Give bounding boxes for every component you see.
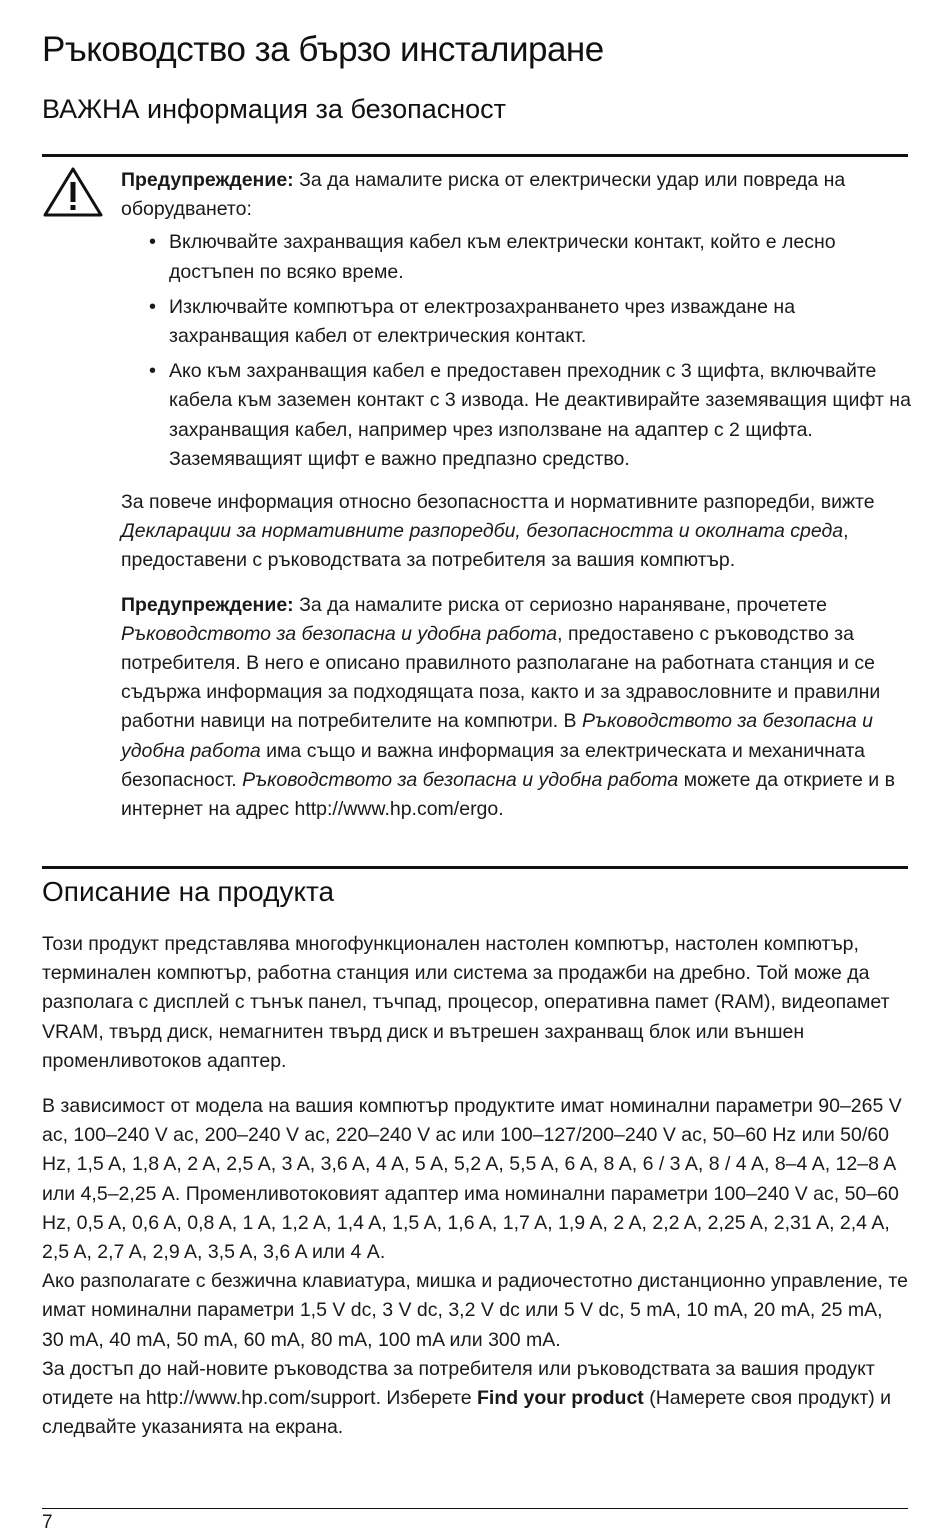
warning-2 bbox=[121, 591, 911, 825]
warning-2-text-1: За да намалите риска от сериозно нараняване, прочетете bbox=[293, 593, 827, 616]
support-paragraph bbox=[42, 1355, 908, 1443]
warning-2-doc-title-3: Ръководството за безопасна и удобна работа bbox=[242, 768, 679, 791]
info-doc-title: Декларации за нормативните разпоредби, безопасността и околната среда bbox=[121, 520, 844, 543]
list-item: • Включвайте захранващия кабел към електрически контакт, който е лесно достъпен по всяко време. bbox=[121, 228, 911, 286]
warning-block bbox=[121, 166, 911, 824]
warning-1-list bbox=[121, 228, 911, 474]
ratings-paragraph: В зависимост от модела на вашия компютър продуктите имат номинални параметри 90–265 V ac, 100–240 V ac, 200–240 V ac, 220–240 V ac или 100–127/200–240 V ac, 50–60 Hz или 50/60 Hz, 1,5 A, 1,8 A, 2 A, 2,5 A, 3 A, 3,6 A, 4 A, 5 A, 5,2 A, 5,5 A, 6 A, 8 A, 6 / 3 A, 8 / 4 A, 8–4 A, 12–8 A или 4,5–2,25 A. Променливотоковият адаптер има номинални параметри 100–240 V ac, 50–60 Hz, 0,5 A, 0,6 A, 0,8 A, 1 A, 1,2 A, 1,4 A, 1,5 A, 1,6 A, 1,7 A, 1,9 A, 2 A, 2,2 A, 2,25 A, 2,31 A, 2,4 A, 2,5 A, 2,7 A, 2,9 A, 3,5 A, 3,6 A или 4 A. bbox=[42, 1095, 902, 1264]
warning-2-text-4: можете да откриете и в интернет на адрес http://www.hp.com/ergo. bbox=[121, 768, 895, 821]
warning-1-label: Предупреждение: bbox=[121, 169, 294, 191]
warning-triangle-icon bbox=[42, 166, 104, 218]
support-text-post: (Намерете своя продукт) и следвайте указанията на екрана. bbox=[42, 1387, 892, 1439]
support-text-pre: За достъп до най-новите ръководства за потребителя или ръководствата за вашия продукт отидете на http://www.hp.com/support. Изберете bbox=[42, 1357, 875, 1410]
description-paragraph: Този продукт представлява многофункционален настолен компютър, настолен компютър, терминален компютър, работна станция или система за продажби на дребно. Той може да разполага с дисплей с тънък панел, тъчпад, процесор, оперативна памет (RAM), видеопамет VRAM, твърд диск, немагнитен твърд диск и вътрешен захранващ блок или външен променливотоков адаптер. bbox=[42, 933, 890, 1072]
warning-2-doc-title-1: Ръководството за безопасна и удобна работа bbox=[121, 622, 558, 645]
section-title: Описание на продукта bbox=[42, 876, 335, 907]
warning-2-label: Предупреждение: bbox=[121, 593, 294, 616]
top-rule bbox=[42, 154, 908, 157]
warning-2-doc-title-2: Ръководството за безопасна и удобна работа bbox=[121, 710, 873, 762]
list-item: • Ако към захранващия кабел е предоставен преходник с 3 щифта, включвайте кабела към заземен контакт с 3 извода. Не деактивирайте заземяващия щифт на захранващия кабел, например чрез използване на адаптер с 2 щифта. Заземяващият щифт е важно предпазно средство. bbox=[121, 357, 911, 474]
page-title: Ръководство за бързо инсталиране bbox=[42, 30, 604, 69]
list-item: • Изключвайте компютъра от електрозахранването чрез изваждане на захранващия кабел от електрическия контакт. bbox=[121, 293, 911, 351]
product-description bbox=[42, 930, 908, 1442]
info-text-pre: За повече информация относно безопасността и нормативните разпоредби, вижте bbox=[121, 491, 875, 514]
warning-2-text-3: има също и важна информация за електрическата и механичната безопасност. bbox=[121, 739, 865, 791]
footer-rule bbox=[42, 1508, 908, 1509]
warning-2-text-2: , предоставено с ръководство за потребителя. В него е описано правилното разполагане на работната станция и се съдържа информация за подходящата поза, както и за здравословните и правилни работни навици на потребителите на компютри. В bbox=[121, 622, 881, 733]
warning-1 bbox=[121, 166, 911, 224]
section-rule bbox=[42, 866, 908, 869]
page-number: 7 bbox=[42, 1512, 53, 1533]
safety-subtitle: ВАЖНА информация за безопасност bbox=[42, 94, 507, 124]
find-product-label: Find your product bbox=[476, 1387, 644, 1410]
warning-1-text: За да намалите риска от електрически удар или повреда на оборудването: bbox=[121, 169, 846, 221]
info-paragraph bbox=[121, 488, 911, 576]
info-text-post: , предоставени с ръководствата за потребителя за вашия компютър. bbox=[121, 520, 849, 572]
wireless-paragraph: Ако разполагате с безжична клавиатура, мишка и радиочестотно дистанционно управление, те имат номинални параметри 1,5 V dc, 3 V dc, 3,2 V dc или 5 V dc, 5 mA, 10 mA, 20 mA, 25 mA, 30 mA, 40 mA, 50 mA, 60 mA, 80 mA, 100 mA или 300 mA. bbox=[42, 1270, 908, 1351]
